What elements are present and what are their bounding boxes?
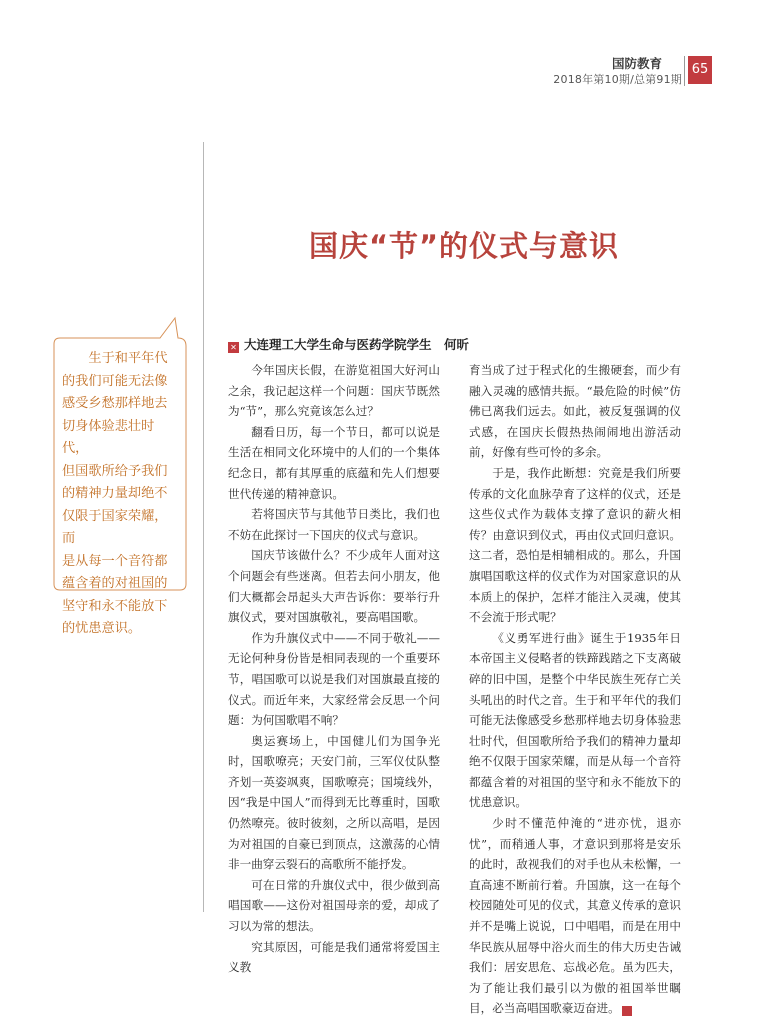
pullquote-line: 切身体验悲壮时代，	[62, 418, 155, 456]
paragraph: 《义勇军进行曲》诞生于1935年日本帝国主义侵略者的铁蹄践踏之下支离破碎的旧中国，是整个中华民族生死存亡关头吼出的时代之音。生于和平年代的我们可能无法像感受乡愁那样地去切身体验悲壮时代，但国歌所给予我们的精神力量却绝不仅限于国家荣耀，而是从每一个音符都蕴含着的对祖国的坚守和永不能放下的忧患意识。	[469, 630, 681, 810]
paragraph	[469, 813, 681, 1019]
body-column-right	[469, 360, 681, 1019]
header-divider	[684, 56, 685, 86]
pullquote-line: 坚守和永不能放下	[62, 598, 168, 614]
paragraph: 究其原因，可能是我们通常将爱国主义教	[228, 939, 440, 975]
pullquote-line: 的忧患意识。	[62, 621, 142, 636]
pullquote-line: 感受乡愁那样地去	[62, 396, 168, 411]
paragraph-text: 少时不懂范仲淹的“进亦忧，退亦忧”，而稍通人事，才意识到那将是安乐的此时，敌视我们的对手也从未松懈，一直高速不断前行着。升国旗，这一在每个校园随处可见的仪式，其意义传承的意识并不是嘴上说说，口中唱唱，而是在用中华民族从屈辱中浴火而生的伟大历史告诫我们：居安思危、忘战必危。虽为匹夫，为了能让我们最引以为傲的祖国举世瞩目，必当高唱国歌豪迈奋进。	[469, 816, 681, 1016]
pullquote-line: 的精神力量却绝不	[62, 486, 168, 501]
paragraph: 于是，我作此断想：究竟是我们所要传承的文化血脉孕育了这样的仪式，还是这些仪式作为载体支撑了意识的薪火相传？由意识到仪式，再由仪式回归意识。这二者，恐怕是相辅相成的。那么，升国旗唱国歌这样的仪式作为对国家意识的从本质上的保护，怎样才能注入灵魂，使其不会流于形式呢？	[469, 465, 681, 625]
pullquote-line: 是从每一个音符都	[62, 553, 168, 569]
paragraph: 国庆节该做什么？不少成年人面对这个问题会有些迷离。但若去问小朋友，他们大概都会昂起头大声告诉你：要举行升旗仪式，要对国旗敬礼，要高唱国歌。	[228, 548, 440, 625]
paragraph: 可在日常的升旗仪式中，很少做到高唱国歌——这份对祖国母亲的爱，却成了习以为常的想法。	[228, 877, 440, 934]
paragraph: 奥运赛场上，中国健儿们为国争光时，国歌嘹亮；天安门前，三军仪仗队整齐划一英姿飒爽，国歌嘹亮；国境线外，因“我是中国人”而得到无比尊重时，国歌仍然嘹亮。彼时彼刻，之所以高唱，是因为对祖国的自豪已到顶点，这激荡的心情非一曲穿云裂石的高歌所不能抒发。	[228, 733, 440, 872]
paragraph: 作为升旗仪式中——不同于敬礼——无论何种身份皆是相同表现的一个重要环节，唱国歌可以说是我们对国旗最直接的仪式。而近年来，大家经常会反思一个问题：为何国歌唱不响？	[228, 630, 440, 728]
article-title: 国庆“节”的仪式与意识	[308, 229, 620, 263]
pullquote-line: 的我们可能无法像	[62, 373, 168, 389]
paragraph: 翻看日历，每一个节日，都可以说是生活在相同文化环境中的人们的一个集体纪念日，都有其厚重的底蕴和先人们想要世代传递的精神意识。	[228, 424, 440, 501]
paragraph: 今年国庆长假，在游览祖国大好河山之余，我记起这样一个问题：国庆节既然为“节”，那么究竟该怎么过？	[228, 363, 440, 419]
page-number: 65	[688, 56, 712, 84]
magazine-name: 国防教育	[612, 56, 663, 71]
pullquote-line: 生于和平年代	[88, 351, 168, 366]
paragraph: 育当成了过于程式化的生搬硬套，而少有融入灵魂的感情共振。“最危险的时候”仿佛已离我们远去。如此，被反复强调的仪式感，在国庆长假热热闹闹地出游活动前，好像有些可怜的多余。	[469, 363, 681, 460]
pullquote-line: 但国歌所给予我们	[62, 463, 168, 479]
pullquote-line: 仅限于国家荣耀，而	[62, 508, 168, 546]
pullquote-line: 蕴含着的对祖国的	[62, 576, 168, 591]
author-marker-icon: ✕	[228, 342, 239, 353]
author-name: 大连理工大学生命与医药学院学生 何昕	[244, 337, 470, 352]
issue-info: 2018年第10期/总第91期	[553, 73, 682, 86]
end-mark-icon: G	[622, 1006, 632, 1016]
author-line	[228, 335, 708, 353]
body-column-left	[228, 360, 440, 978]
paragraph: 若将国庆节与其他节日类比，我们也不妨在此探讨一下国庆的仪式与意识。	[228, 507, 440, 542]
pullquote	[62, 348, 174, 641]
